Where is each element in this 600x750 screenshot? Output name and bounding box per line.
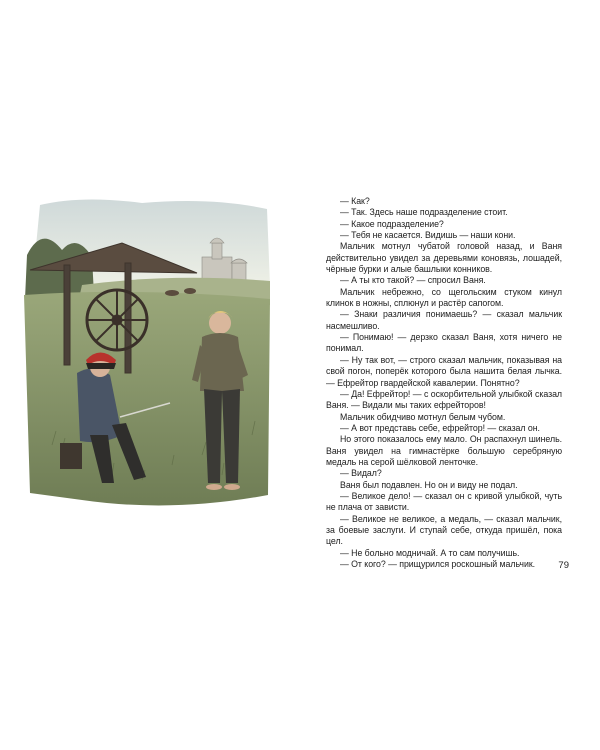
book-illustration xyxy=(22,195,272,513)
paragraph: — Как? xyxy=(340,196,370,206)
paragraph: — Великое не великое, а медаль, — сказал мальчик, за боевые заслуги. И ступай себе, откуда пришёл, пока цел. xyxy=(326,513,562,547)
paragraph: — Не больно модничай. А то сам получишь. xyxy=(340,547,520,558)
paragraph: — А ты кто такой? — спросил Ваня. xyxy=(340,275,486,286)
text-column xyxy=(326,196,562,570)
paragraph: Мальчик мотнул чубатой головой назад, и Ваня действительно увидел за деревьями коновязь, лошадей, чёрные бурки и алые башлыки конников. xyxy=(326,241,562,275)
paragraph: — Знаки различия понимаешь? — сказал мальчик насмешливо. xyxy=(326,309,562,331)
paragraph: Но этого показалось ему мало. Он распахнул шинель. Ваня увидел на гимнастёрке большую серебряную медаль на серой шёлковой ленточке. xyxy=(326,434,562,467)
paragraph: — Тебя не касается. Видишь — наши кони. xyxy=(340,230,516,241)
paragraph: — Да! Ефрейтор! — с оскорбительной улыбкой сказал Ваня. — Видали мы таких ефрейторов! xyxy=(326,388,562,411)
paragraph: — Видал? xyxy=(340,468,382,479)
paragraph: Мальчик обидчиво мотнул белым чубом. xyxy=(340,411,506,422)
page-number: 79 xyxy=(558,560,569,571)
paragraph: — Великое дело! — сказал он с кривой улыбкой, чуть не плача от зависти. xyxy=(326,490,562,513)
paragraph: Мальчик небрежно, со щегольским стуком кинул клинок в ножны, сплюнул и растёр сапогом. xyxy=(326,286,562,309)
paragraph: — Ну так вот, — строго сказал мальчик, показывая на свой погон, поперёк которого была нашита белая лычка. — Ефрейтор гвардейской кавалерии. Понятно? xyxy=(326,354,562,388)
paragraph: — Какое подразделение? xyxy=(340,218,444,229)
paragraph: — А вот представь себе, ефрейтор! — сказал он. xyxy=(340,422,540,433)
paragraph: Ваня был подавлен. Но он и виду не подал. xyxy=(340,479,518,490)
paragraph: — От кого? — прищурился роскошный мальчик. xyxy=(340,559,536,569)
paragraph: — Понимаю! — дерзко сказал Ваня, хотя ничего не понимал. xyxy=(326,332,562,354)
paragraph: — Так. Здесь наше подразделение стоит. xyxy=(340,207,508,218)
